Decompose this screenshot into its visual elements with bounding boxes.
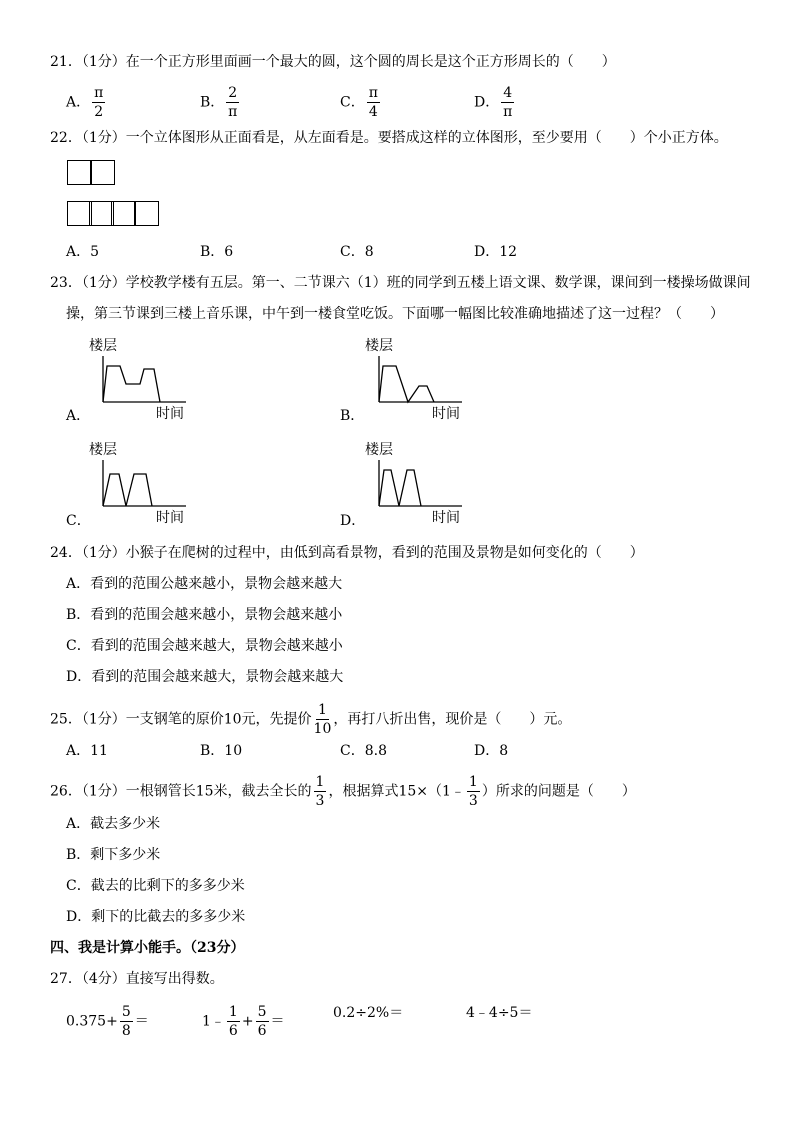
- graph-b-icon: [362, 334, 474, 424]
- q27-expr-2: 1﹣ $\frac{1}{6}$ + $\frac{5}{6}$ ＝: [202, 1004, 285, 1039]
- graph-xlabel: 时间: [156, 406, 184, 422]
- section-heading: 四、我是计算小能手。（23分）: [50, 940, 245, 956]
- graph-ylabel: 楼层: [89, 442, 117, 458]
- q21-option-c[interactable]: [340, 86, 382, 119]
- q26-option-d[interactable]: D．剩下的比截去的多多少米: [66, 909, 246, 925]
- fraction: $\frac{1}{6}$: [228, 1004, 238, 1039]
- q25-option-b[interactable]: B．10: [200, 743, 243, 759]
- q25-option-c[interactable]: C．8.8: [340, 743, 387, 759]
- q23-option-c[interactable]: C．: [66, 513, 91, 529]
- fraction: $\frac{2}{\pi}$: [228, 85, 238, 120]
- left-view-icon: [67, 201, 159, 226]
- front-view-icon: [67, 160, 115, 185]
- q25-option-d[interactable]: D．8: [474, 743, 509, 759]
- graph-c-icon: [86, 438, 198, 528]
- q24-stem: 24．（1分）小猴子在爬树的过程中，由低到高看景物，看到的范围及景物是如何变化的（ ）: [50, 545, 644, 561]
- q22-option-d[interactable]: D．12: [474, 244, 518, 260]
- q22-option-a[interactable]: A．5: [66, 244, 100, 260]
- fraction: $\frac{5}{6}$: [257, 1004, 267, 1039]
- graph-ylabel: 楼层: [365, 338, 393, 354]
- q27-expr-1: 0.375+ $\frac{5}{8}$ ＝: [66, 1004, 149, 1039]
- option-label: D．: [474, 94, 500, 111]
- q23-stem-line2: 操，第三节课到三楼上音乐课，中午到一楼食堂吃饭。下面哪一幅图比较准确地描述了这一过程？（ ）: [66, 306, 724, 322]
- q22-option-b[interactable]: B．6: [200, 244, 234, 260]
- q23-option-b[interactable]: B．: [340, 408, 365, 424]
- q22-option-c[interactable]: C．8: [340, 244, 374, 260]
- q25-stem: 25．（1分）一支钢笔的原价10元，先提价 $\frac{1}{10}$ ，再打八折出售，现价是（ ）元。: [50, 702, 572, 737]
- q23-stem-line1: 23．（1分）学校教学楼有五层。第一、二节课六（1）班的同学到五楼上语文课、数学课，课间到一楼操场做课间: [50, 275, 751, 291]
- fraction: $\frac{4}{\pi}$: [503, 85, 513, 120]
- q24-option-c[interactable]: C．看到的范围会越来越大，景物会越来越小: [66, 638, 343, 654]
- q21-stem: 21．（1分）在一个正方形里面画一个最大的圆，这个圆的周长是这个正方形周长的（ ）: [50, 54, 616, 70]
- q23-option-a[interactable]: A．: [66, 408, 91, 424]
- q26-option-b[interactable]: B．剩下多少米: [66, 847, 161, 863]
- graph-ylabel: 楼层: [89, 338, 117, 354]
- fraction: $\frac{1}{3}$: [315, 774, 325, 809]
- q21-option-b[interactable]: [200, 86, 241, 119]
- q21-option-d[interactable]: [474, 86, 516, 119]
- fraction: $\frac{\pi}{2}$: [94, 85, 104, 120]
- option-label: A．: [66, 94, 91, 111]
- q27-stem: 27．（4分）直接写出得数。: [50, 971, 224, 987]
- q27-expr-4: 4﹣4÷5＝: [466, 1005, 533, 1021]
- q26-stem: 26．（1分）一根钢管长15米，截去全长的 $\frac{1}{3}$ ，根据算式15×（1﹣ $\frac{1}{3}$ ）所求的问题是（ ）: [50, 774, 636, 809]
- graph-a-icon: [86, 334, 198, 424]
- q24-option-d[interactable]: D．看到的范围会越来越大，景物会越来越大: [66, 669, 344, 685]
- q21-option-a[interactable]: [66, 86, 107, 119]
- q26-option-a[interactable]: A．截去多少米: [66, 816, 161, 832]
- graph-ylabel: 楼层: [365, 442, 393, 458]
- fraction: $\frac{1}{10}$: [313, 702, 332, 737]
- q23-option-d[interactable]: D．: [340, 513, 366, 529]
- q27-expr-3: 0.2÷2%＝: [333, 1005, 404, 1021]
- q22-stem: 22．（1分）一个立体图形从正面看是，从左面看是。要搭成这样的立体图形，至少要用（ ）个小正方体。: [50, 130, 728, 146]
- fraction: $\frac{5}{8}$: [121, 1004, 131, 1039]
- graph-xlabel: 时间: [156, 510, 184, 526]
- q25-option-a[interactable]: A．11: [66, 743, 108, 759]
- graph-d-icon: [362, 438, 474, 528]
- graph-xlabel: 时间: [432, 406, 460, 422]
- option-label: B．: [200, 94, 225, 111]
- option-label: C．: [340, 94, 365, 111]
- fraction: $\frac{\pi}{4}$: [368, 85, 378, 120]
- q26-option-c[interactable]: C．截去的比剩下的多多少米: [66, 878, 245, 894]
- graph-xlabel: 时间: [432, 510, 460, 526]
- fraction: $\frac{1}{3}$: [468, 774, 478, 809]
- q24-option-a[interactable]: A．看到的范围公越来越小，景物会越来越大: [66, 576, 343, 592]
- q24-option-b[interactable]: B．看到的范围会越来越小，景物会越来越小: [66, 607, 343, 623]
